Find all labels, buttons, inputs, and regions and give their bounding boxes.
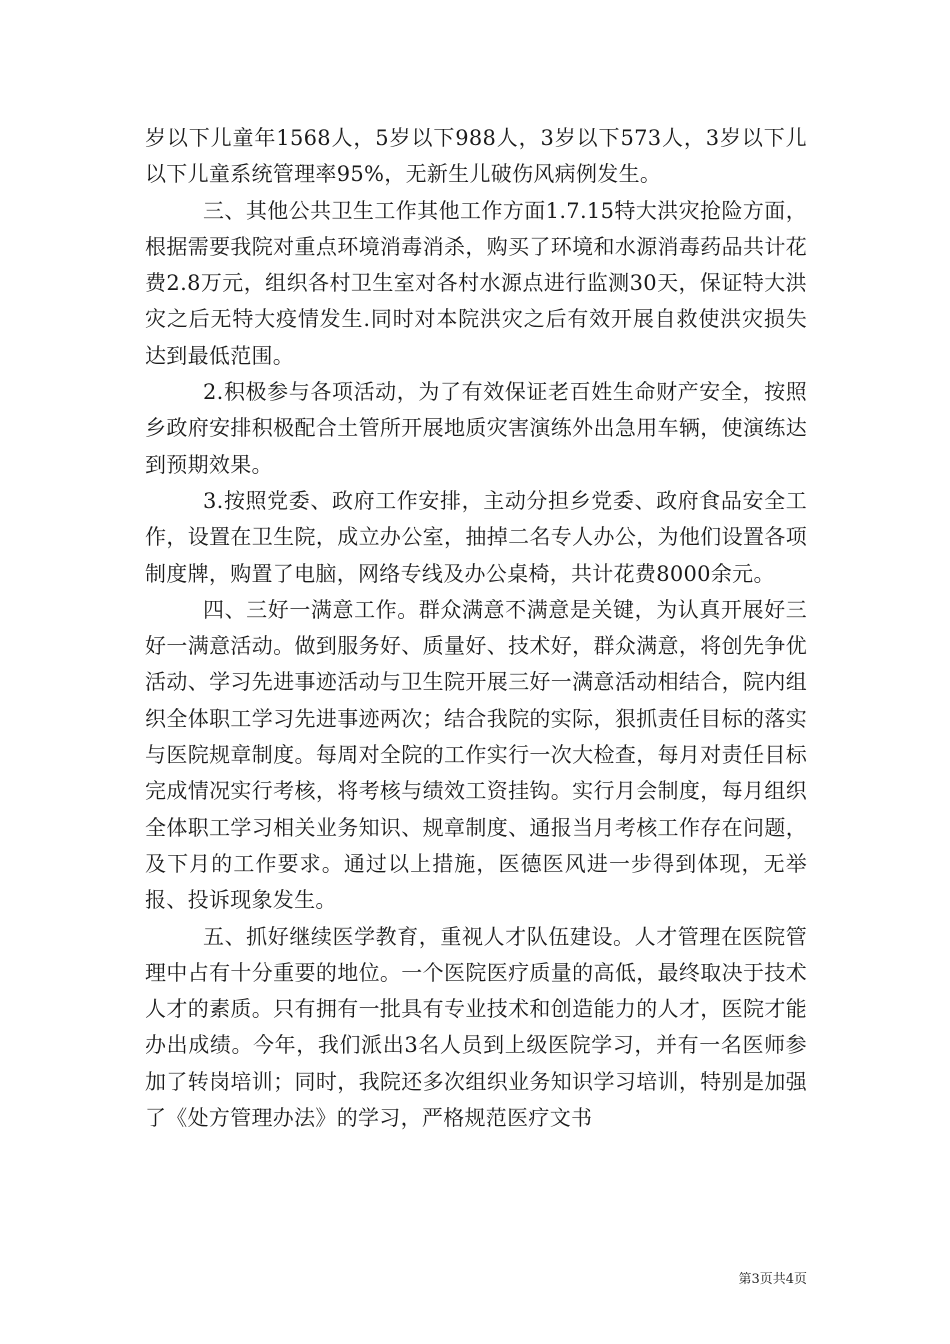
paragraph-children-stats: 岁以下儿童年1568人，5岁以下988人，3岁以下573人，3岁以下儿以下儿童系统管理率95%，无新生儿破伤风病例发生。 [145, 126, 807, 187]
paragraph-medical-education: 五、抓好继续医学教育，重视人才队伍建设。人才管理在医院管理中占有十分重要的地位。一个医院医疗质量的高低，最终取决于技术人才的素质。只有拥有一批具有专业技术和创造能力的人才，医院才能办出成绩。今年，我们派出3名人员到上级医院学习，并有一名医师参加了转岗培训；同时，我院还多次组织业务知识学习培训，特别是加强了《处方管理办法》的学习，严格规范医疗文书 [145, 924, 807, 1131]
paragraph-food-safety: 3.按照党委、政府工作安排，主动分担乡党委、政府食品安全工作，设置在卫生院，成立办公室，抽掉二名专人办公，为他们设置各项制度牌，购置了电脑，网络专线及办公桌椅，共计花费8000余元。 [145, 488, 807, 586]
page-number-footer: 第3页共4页 [738, 1272, 807, 1287]
paragraph-public-health: 三、其他公共卫生工作其他工作方面1.7.15特大洪灾抢险方面，根据需要我院对重点环境消毒消杀，购买了环境和水源消毒药品共计花费2.8万元，组织各村卫生室对各村水源点进行监测30天，保证特大洪灾之后无特大疫情发生.同时对本院洪灾之后有效开展自救使洪灾损失达到最低范围。 [145, 198, 807, 368]
paragraph-three-good: 四、三好一满意工作。群众满意不满意是关键，为认真开展好三好一满意活动。做到服务好、质量好、技术好，群众满意，将创先争优活动、学习先进事迹活动与卫生院开展三好一满意活动相结合，院内组织全体职工学习先进事迹两次；结合我院的实际，狠抓责任目标的落实与医院规章制度。每周对全院的工作实行一次大检查，每月对责任目标完成情况实行考核，将考核与绩效工资挂钩。实行月会制度，每月组织全体职工学习相关业务知识、规章制度、通报当月考核工作存在问题，及下月的工作要求。通过以上措施，医德医风进一步得到体现，无举报、投诉现象发生。 [145, 597, 807, 913]
document-body [145, 120, 807, 1136]
paragraph-activities: 2.积极参与各项活动，为了有效保证老百姓生命财产安全，按照乡政府安排积极配合土管所开展地质灾害演练外出急用车辆，使演练达到预期效果。 [145, 380, 807, 477]
